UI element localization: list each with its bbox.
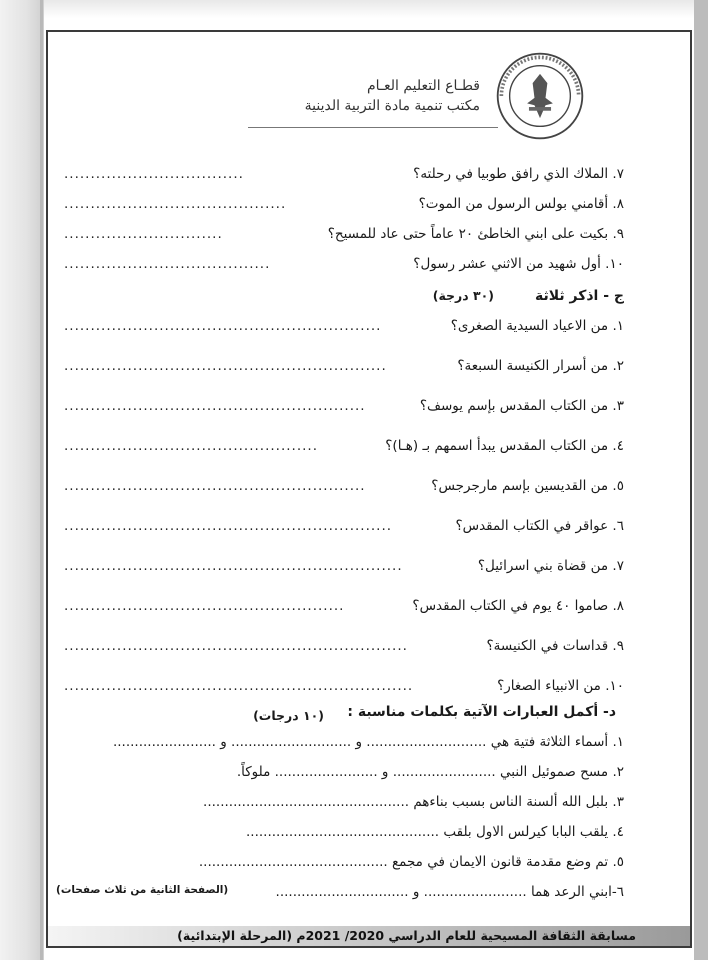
section-c	[64, 288, 624, 698]
completion-text[interactable]: ٤. يلقب البابا كيرلس الاول بلقب .............................................	[245, 824, 624, 840]
section-c-heading: ج - اذكر ثلاثة	[535, 288, 624, 304]
header-rule	[248, 127, 498, 128]
question-text: ١٠. من الانبياء الصغار؟	[497, 678, 624, 694]
section-d-marks: (١٠ درجات)	[253, 708, 324, 723]
list-item	[64, 398, 624, 422]
section-d	[64, 704, 624, 904]
page-header	[0, 58, 708, 138]
list-item	[64, 638, 624, 662]
question-text: ٩. قداسات في الكنيسة؟	[486, 638, 624, 654]
list-item	[64, 358, 624, 382]
section-b-list	[64, 166, 624, 276]
completion-text[interactable]: ٣. بلبل الله ألسنة الناس بسبب بناءهم ................................................	[203, 794, 624, 810]
answer-blank[interactable]: .........................................................	[64, 478, 366, 494]
list-item	[64, 764, 624, 788]
list-item	[64, 318, 624, 342]
completion-text[interactable]: ٢. مسح صموئيل النبي ........................ و ........................ ملوكاً.	[236, 764, 624, 780]
answer-blank[interactable]: .....................................................	[64, 598, 345, 614]
list-item	[64, 196, 624, 220]
completion-text[interactable]: ٦-ابني الرعد هما ........................ و ...............................	[275, 884, 624, 900]
question-text: ١٠. أول شهيد من الاثني عشر رسول؟	[413, 256, 624, 272]
list-item	[64, 166, 624, 190]
question-text: ٨. أقامني بولس الرسول من الموت؟	[418, 196, 624, 212]
question-text: ٣. من الكتاب المقدس بإسم يوسف؟	[419, 398, 624, 414]
ministry-seal-logo	[494, 50, 586, 142]
completion-text[interactable]: ١. أسماء الثلاثة فتية هي ............................ و ............................ و ........................	[112, 734, 624, 750]
list-item	[64, 678, 624, 702]
answer-blank[interactable]: ..............................................................	[64, 518, 393, 534]
question-text: ١. من الاعياد السيدية الصغرى؟	[450, 318, 624, 334]
list-item	[64, 598, 624, 622]
answer-blank[interactable]: ..............................	[64, 226, 223, 242]
list-item	[64, 854, 624, 878]
list-item	[64, 794, 624, 818]
answer-blank[interactable]: .............................................................	[64, 358, 387, 374]
completion-text[interactable]: ٥. تم وضع مقدمة قانون الايمان في مجمع ............................................	[198, 854, 624, 870]
question-text: ٩. بكيت على ابني الخاطئ ٢٠ عاماً حتى عاد للمسيح؟	[327, 226, 624, 242]
section-c-marks: (٣٠ درجة)	[432, 288, 494, 303]
ministry-name: قطـاع التعليم العـام	[366, 78, 480, 94]
section-d-heading: د- أكمل العبارات الآتية بكلمات مناسبة :	[347, 704, 616, 720]
answer-blank[interactable]: ................................................................	[64, 558, 403, 574]
footer-title: مسابقة الثقافة المسيحية للعام الدراسي 2020/ 2021م (المرحلة الإبتدائية)	[177, 928, 636, 943]
scan-top-shadow	[0, 0, 708, 18]
list-item	[64, 256, 624, 280]
scan-right-margin	[694, 0, 708, 960]
question-text: ٥. من القديسين بإسم مارجرجس؟	[431, 478, 624, 494]
list-item	[64, 558, 624, 582]
list-item	[64, 438, 624, 462]
answer-blank[interactable]: ..................................................................	[64, 678, 414, 694]
list-item	[64, 824, 624, 848]
answer-blank[interactable]: .........................................................	[64, 398, 366, 414]
ministry-office: مكتب تنمية مادة التربية الدينية	[304, 98, 480, 114]
answer-blank[interactable]: ............................................................	[64, 318, 382, 334]
question-text: ٨. صاموا ٤٠ يوم في الكتاب المقدس؟	[412, 598, 624, 614]
question-text: ٦. عواقر في الكتاب المقدس؟	[455, 518, 624, 534]
list-item	[64, 478, 624, 502]
scan-left-margin	[0, 0, 44, 960]
answer-blank[interactable]: ..........................................	[64, 196, 287, 212]
answer-blank[interactable]: ..................................	[64, 166, 244, 182]
answer-blank[interactable]: .................................................................	[64, 638, 408, 654]
question-text: ٧. الملاك الذي رافق طوبيا في رحلته؟	[413, 166, 624, 182]
list-item	[64, 226, 624, 250]
scan-left-edge	[40, 0, 43, 960]
list-item	[64, 734, 624, 758]
answer-blank[interactable]: ................................................	[64, 438, 318, 454]
list-item	[64, 518, 624, 542]
question-text: ٢. من أسرار الكنيسة السبعة؟	[457, 358, 624, 374]
page-number-note: (الصفحة الثانية من ثلاث صفحات)	[56, 884, 229, 896]
question-text: ٤. من الكتاب المقدس يبدأ اسمهم بـ (هـا)؟	[385, 438, 624, 454]
answer-blank[interactable]: .......................................	[64, 256, 271, 272]
question-text: ٧. من قضاة بني اسرائيل؟	[477, 558, 624, 574]
